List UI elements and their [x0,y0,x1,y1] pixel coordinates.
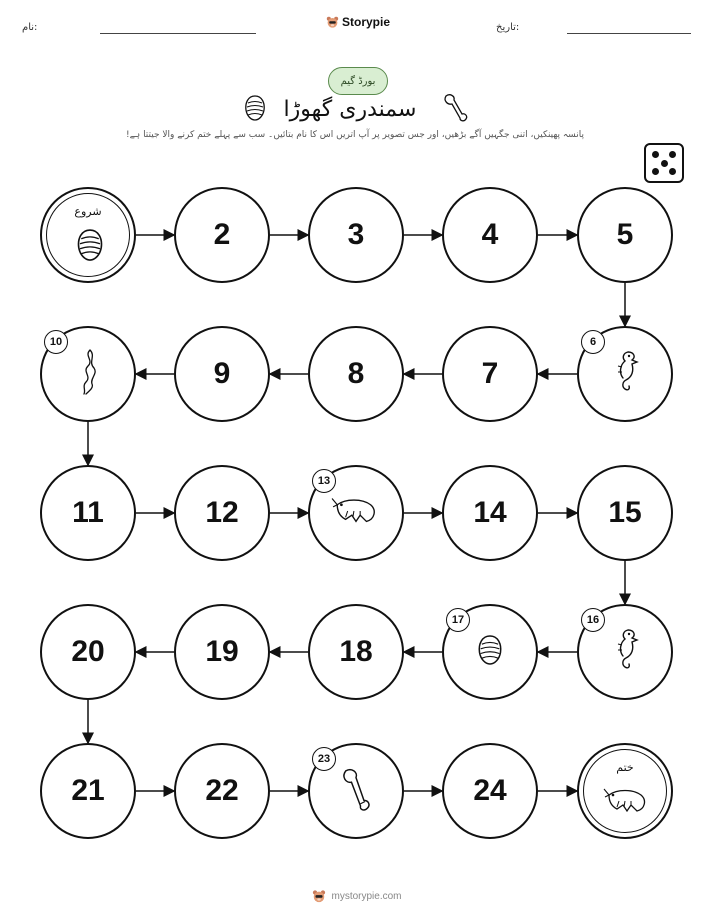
end-cell[interactable] [577,743,673,839]
board-cell-19[interactable] [174,604,270,700]
board-cell-12[interactable] [174,465,270,561]
name-label: نام: [22,22,38,33]
shrimp-icon [603,785,651,817]
cell-number-badge: 17 [446,608,470,632]
board-cell-14[interactable] [442,465,538,561]
board-cell-21[interactable] [40,743,136,839]
shell-icon [476,632,504,672]
seahorse-icon [610,349,640,399]
cell-number: 2 [213,218,231,251]
end-label: ختم [616,761,634,774]
start-cell[interactable] [40,187,136,283]
board-cell-15[interactable] [577,465,673,561]
board-cell-18[interactable] [308,604,404,700]
drumstick-bone-icon [339,766,373,816]
board-cell-11[interactable] [40,465,136,561]
board-cell-2[interactable] [174,187,270,283]
cell-number: 22 [205,774,239,807]
brand-name: Storypie [341,15,390,29]
board-cell-7[interactable] [442,326,538,422]
cell-number: 7 [481,357,499,390]
shrimp-icon [331,494,381,532]
seaweed-icon [76,348,100,400]
cell-number-badge: 6 [581,330,605,354]
cell-number-badge: 23 [312,747,336,771]
footer [0,886,714,906]
cell-number: 5 [616,218,634,251]
cell-number: 20 [71,635,105,668]
footer-url: mystorypie.com [331,890,402,902]
cell-number: 21 [71,774,105,807]
board-cell-20[interactable] [40,604,136,700]
board-cell-22[interactable] [174,743,270,839]
cell-number-badge: 13 [312,469,336,493]
cell-number: 3 [347,218,365,251]
bear-mascot-icon [312,889,326,903]
board-game-badge: بورڈ گیم [328,67,388,95]
cell-number: 15 [608,496,642,529]
cell-number: 12 [205,496,239,529]
cell-number-badge: 10 [44,330,68,354]
board-cell-4[interactable] [442,187,538,283]
cell-number-badge: 16 [581,608,605,632]
page-title: سمندری گھوڑا [283,97,417,122]
cell-number: 8 [347,357,365,390]
shell-icon [75,227,105,263]
board-cell-8[interactable] [308,326,404,422]
board-cell-3[interactable] [308,187,404,283]
board-cell-24[interactable] [442,743,538,839]
cell-number: 4 [481,218,499,251]
cell-number: 9 [213,357,231,390]
instructions: پانسہ پھینکیں، اتنی جگہیں آگے بڑھیں، اور جس تصویر پر آپ اتریں اس کا نام بتائیں۔ سب سے پہلے ختم کرنے والا جیتتا ہے! [126,130,584,140]
seahorse-icon [610,627,640,677]
cell-number: 18 [339,635,373,668]
start-label: شروع [74,205,102,218]
board-cell-5[interactable] [577,187,673,283]
board-cell-9[interactable] [174,326,270,422]
cell-number: 19 [205,635,239,668]
date-label: تاریخ: [496,22,520,33]
cell-number: 24 [473,774,507,807]
cell-number: 11 [72,496,104,529]
cell-number: 14 [473,496,507,529]
